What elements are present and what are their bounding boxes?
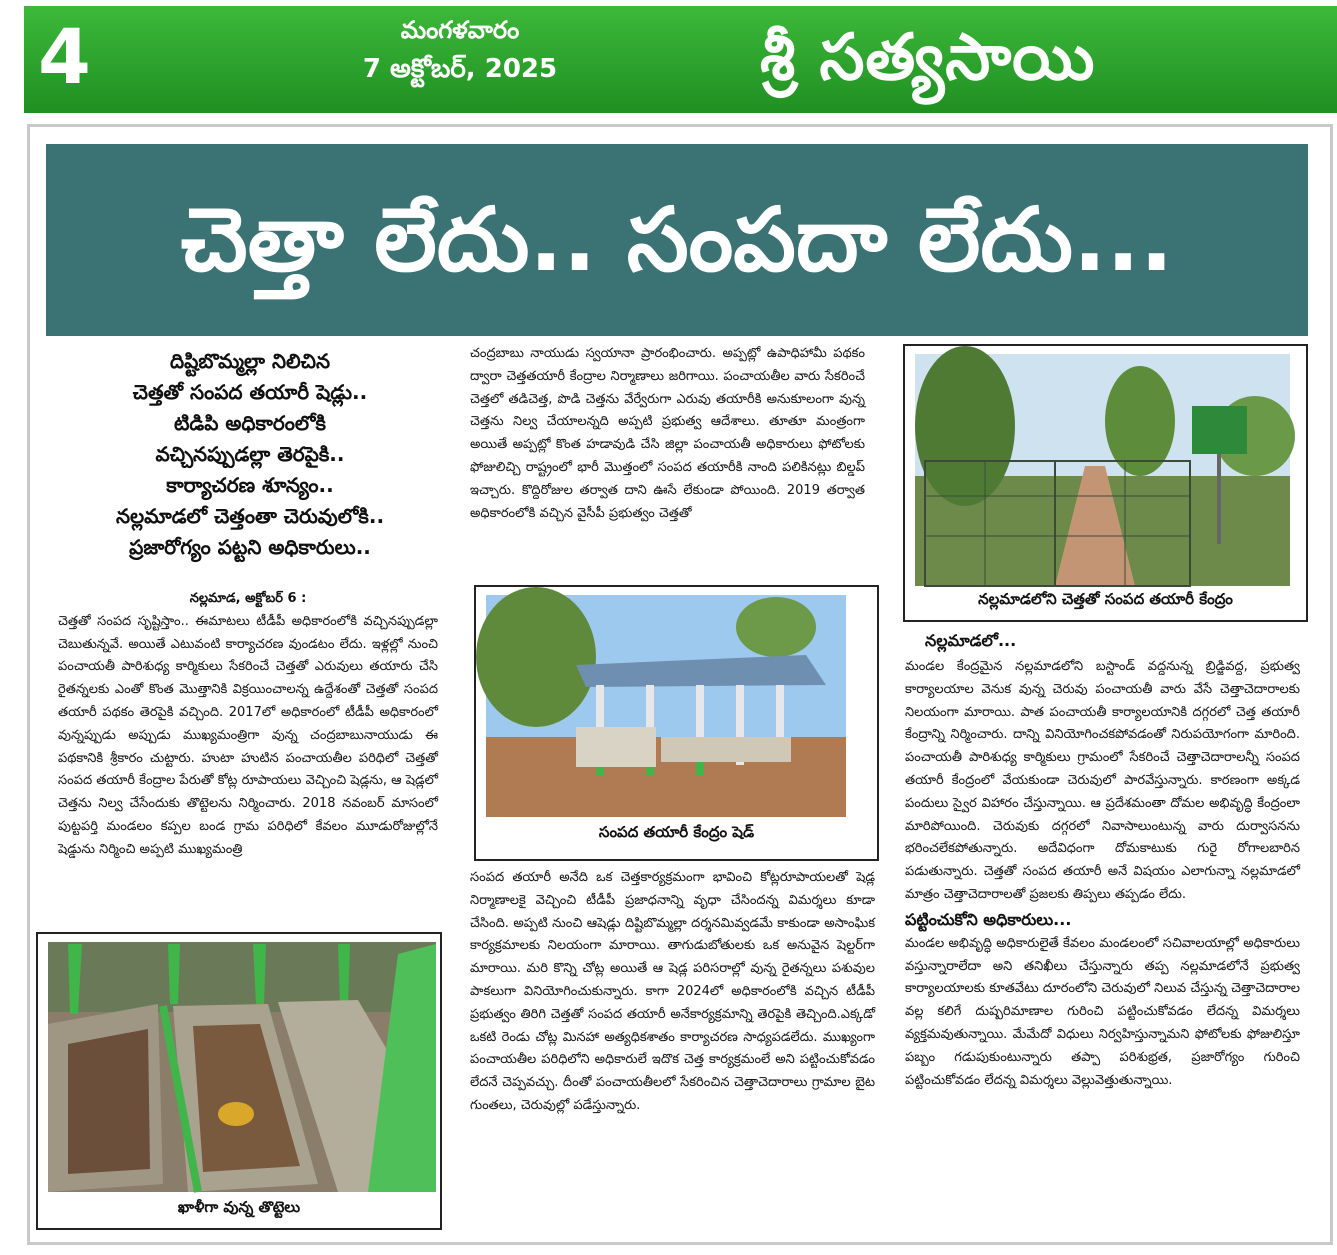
deck-line: టిడిపి అధికారంలోకి (173, 411, 326, 435)
photo-gate (903, 344, 1308, 622)
headline: చెత్తా లేదు.. సంపదా లేదు... (180, 188, 1174, 291)
district-title: శ్రీ సత్యసాయి (760, 21, 1096, 95)
article-column-3 (905, 631, 1300, 1092)
body-paragraph: సంపద తయారీ అనేది ఒక చెత్తకార్యక్రమంగా భావించి కోట్లరూపాయలతో షెడ్ల నిర్మాణాలకై వెచ్చించి టీడీపీ ప్రజాధనాన్ని వృధా చేసిందన్న విమర్శలు కూడా చేసింది. అప్పటి నుంచి ఆషెడ్లు దిష్టిబొమ్మల్లా దర్శనమివ్వడమే కాకుండా అసాంఘిక కార్యక్రమాలకు నిలయంగా మారాయి. తాగుడుబోతులకు ఒక అనువైన షెల్టర్‌గా మారాయి. మరి కొన్ని చోట్ల అయితే ఆ షెడ్ల పరిసరాల్లో వున్న రైతన్నలు పశువుల పాకలుగా వినియోగించుకున్నారు. కాగా 2024లో అధికారంలోకి వచ్చిన టీడీపీ ప్రభుత్వం తిరిగి చెత్తతో సంపద తయారీ అనేకార్యక్రమాన్ని తెరపైకి తెచ్చింది.ఎక్కడో ఒకటి రెండు చోట్ల మినహా అత్యధికశాతం కార్యాచరణ సాధ్యపడలేదు. ముఖ్యంగా పంచాయతీల పరిధిలోని అధికారులే ఇదొక చెత్త కార్యక్రమంలే అని పట్టించుకోవడం లేదనే చెప్పవచ్చు. దీంతో పంచాయతీలలో సేకరించిన చెత్తాచెదారాలు గ్రామాల బైట గుంతలు, చెరువుల్లో పడేస్తున్నారు. (470, 870, 875, 1113)
article-column-2-bottom (470, 867, 875, 1118)
deck-line: దిష్టిబొమ్మల్లా నిలిచిన (169, 349, 331, 373)
masthead (24, 6, 1337, 113)
body-paragraph: మండల కేంద్రమైన నల్లమాడలోని బస్టాండ్ వద్దనున్న బ్రిడ్జివద్ద, ప్రభుత్వ కార్యాలయాల వెనుక వున్న చెరువు పంచాయతీ వారు వేసే చెత్తాచెదారాలకు నిలయంగా మారాయి. పాత పంచాయతీ కార్యాలయానికి దగ్గరలో చెత్త తయారీ కేంద్రాన్ని నిర్మించారు. దాన్ని వినియోగించకపోవడంతో నిరుపయోగంగా మారింది. పంచాయతీ పారిశుధ్య కార్మికులు గ్రామంలో సేకరించే చెత్తాచెదారాలన్నీ సంపద తయారీ కేంద్రంలో వేయకుండా చెరువులో పారవేస్తున్నారు. కారణంగా అక్కడ పందులు స్వైర విహారం చేస్తున్నాయి. ఆ ప్రదేశమంతా దోమల అభివృద్ధి కేంద్రంలా మారిపోయింది. చెరువుకు దగ్గరలో నివాసాలుంటున్న వారు దుర్వాసనను భరించలేకపోతున్నారు. అదేవిధంగా దోమకాటుకు గురై రోగాలబారిన పడుతున్నారు. చెత్తతో సంపద తయారీ అనే విషయం ఎలాగున్నా నల్లమాడలో మాత్రం చెత్తాచెదారాలతో ప్రజలకు తిప్పలు తప్పడం లేదు. (905, 659, 1300, 902)
deck-line: ప్రజారోగ్యం పట్టని అధికారులు.. (129, 535, 371, 559)
deck-line: కార్యాచరణ శూన్యం.. (166, 473, 334, 497)
empty-tanks-image (38, 934, 440, 1228)
body-paragraph: మండల అభివృద్ధి అధికారులైతే కేవలం మండలంలో సచివాలయాల్లో అధికారులు వస్తున్నారాలేదా అని తనిఖీలు చేస్తున్నారు తప్ప నల్లమాడలోనే ప్రభుత్వ కార్యాలయాలకు కూతవేటు దూరంలోని చెరువులో నిలువ చేస్తున్న చెత్తాచెదారాల వల్ల కలిగే దుష్పరిమాణాల గురించి పట్టించుకోవడం లేదన్న విమర్శలు వ్యక్తమవుతున్నాయి. మేమేదో విధులు నిర్వహిస్తున్నామని ఫోటోలకు ఫోజులిస్తూ పబ్బం గడుపుకుంటున్నారు తప్పా పరిశుభ్రత, ప్రజారోగ్యం గురించి పట్టించుకోవడం లేదన్న విమర్శలు వెల్లువెత్తుతున్నాయి. (905, 935, 1300, 1088)
subhead-nallamada: నల్లమాడలో... (925, 631, 1017, 650)
body-paragraph: చంద్రబాబు నాయుడు స్వయానా ప్రారంభించారు. అప్పట్లో ఉపాధిహామీ పథకం ద్వారా చెత్తతయారీ కేంద్రాల నిర్మాణాలు జరిగాయి. పంచాయతీల వారు సేకరించే చెత్తలో తడిచెత్త, పొడి చెత్తను వేర్వేరుగా ఎరువు తయారీకి అనుకూలంగా వున్న చెత్తను నిల్వ చేయాలన్నది అప్పటి ప్రభుత్వ ఆదేశాలు. తూతూ మంత్రంగా అయితే అప్పట్లో కొంత హడావుడి చేసి జిల్లా పంచాయతీ అధికారులు ఫోటోలకు ఫోజులిచ్చి రాష్ట్రంలో భారీ మొత్తంలో సంపద తయారీకి నాంది పలికినట్లు బిల్డప్ ఇచ్చారు. కొద్దిరోజుల తర్వాత దాని ఊసే లేకుండా పోయింది. 2019 తర్వాత అధికారంలోకి వచ్చిన వైసీపీ ప్రభుత్వం చెత్తతో (470, 346, 865, 521)
photo-shed (474, 585, 879, 861)
deck (40, 346, 460, 563)
body-paragraph: చెత్తతో సంపద సృష్టిస్తాం.. ఈమాటలు టీడీపీ అధికారంలోకి వచ్చినప్పుడల్లా చెబుతున్నవే. అయితే ఎటువంటి కార్యాచరణ వుండటం లేదు. ఇళ్లల్లో నుంచి పంచాయతీ పారిశుధ్య కార్మికులు సేకరించే చెత్తతో ఎరువులు తయారు చేసి రైతన్నలకు ఎంతో కొంత మొత్తానికి విక్రయించాలన్న ఉద్దేశంతో చెత్తతో సంపద తయారీ పథకం తెరపైకి వచ్చింది. 2017లో అధికారంలో టీడీపీ అధికారంలో వున్నప్పుడు అప్పుడు ముఖ్యమంత్రిగా వున్న చంద్రబాబునాయుడు ఈ పథకానికి శ్రీకారం చుట్టారు. హుటా హుటిన పంచాయతీల పరిధిలో చెత్తతో సంపద తయారీ కేంద్రాల పేరుతో కోట్ల రూపాయలు వెచ్చించి షెడ్లను, ఆ షెడ్లలో చెత్తను నిల్వ చేసేందుకు తొట్టెలను నిర్మించారు. 2018 నవంబర్ మాసంలో పుట్టపర్తి మండలం కప్పల బండ గ్రామ పరిధిలో కేవలం మూడురోజుల్లోనే షెడ్డును నిర్మించి అప్పటి ముఖ్యమంత్రి (58, 613, 438, 857)
page-number: 4 (38, 12, 91, 101)
caption-shed: సంపద తయారీ కేంద్రం షెడ్ (598, 823, 755, 841)
deck-line: చెత్తతో సంపద తయారీ షెడ్లు.. (132, 380, 368, 404)
subhead-officials: పట్టించుకోని అధికారులు... (905, 909, 1072, 929)
photo-empty-tanks (36, 932, 442, 1230)
article-column-2-top (470, 343, 865, 525)
dateline: నల్లమాడ, అక్టోబర్ 6 : (189, 591, 307, 606)
issue-day: మంగళవారం (400, 16, 520, 44)
caption-empty-tanks: ఖాళీగా వున్న తొట్టెలు (177, 1198, 301, 1216)
issue-date: 7 అక్టోబర్, 2025 (362, 54, 558, 84)
shed-image (476, 587, 877, 859)
deck-line: నల్లమాడలో చెత్తంతా చెరువులోకి.. (115, 504, 385, 528)
gate-image (905, 346, 1306, 620)
caption-gate: నల్లమాడలోని చెత్తతో సంపద తయారీ కేంద్రం (978, 590, 1233, 608)
deck-line: వచ్చినప్పుడల్లా తెరపైకి.. (155, 442, 345, 466)
article-column-1 (58, 588, 438, 862)
